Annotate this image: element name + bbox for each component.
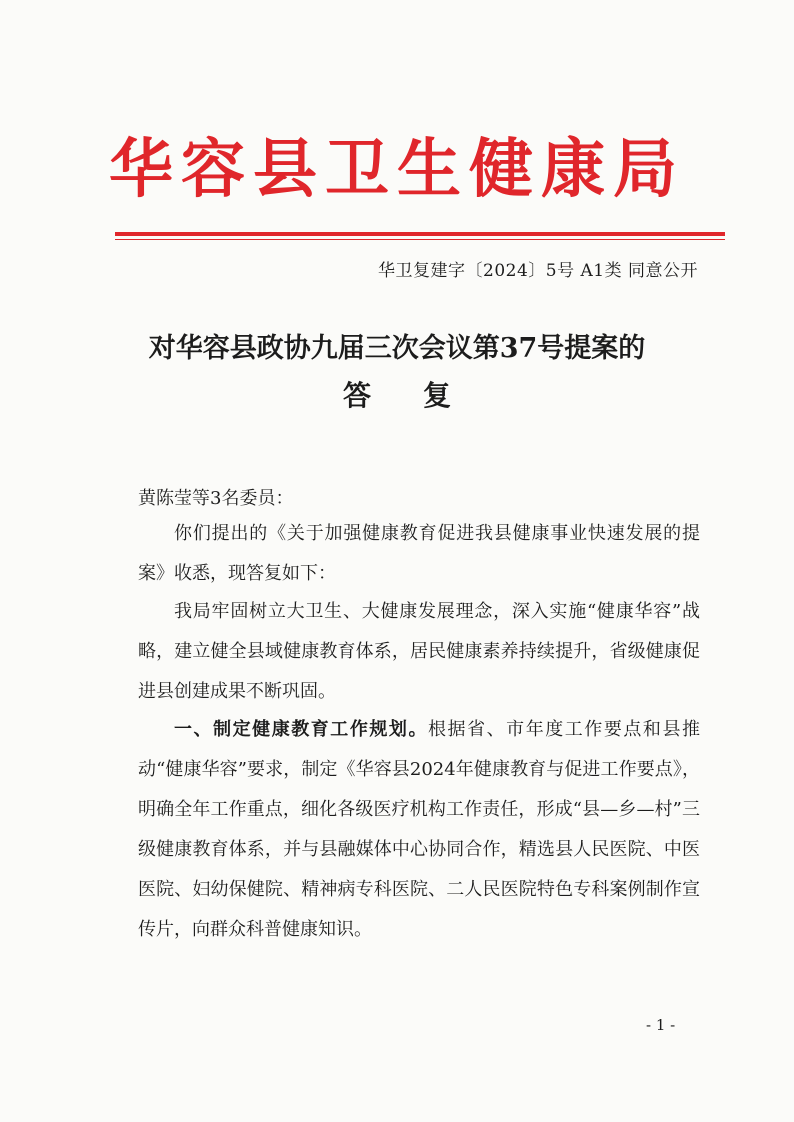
section-body: 根据省、市年度工作要点和县推动“健康华容”要求，制定《华容县2024年健康教育与促进工作要点》，明确全年工作重点，细化各级医疗机构工作责任，形成“县—乡—村”三级健康教育体系，并与县融媒体中心协同合作，精选县人民医院、中医医院、妇幼保健院、精神病专科医院、二人民医院特色专科案例制作宣传片，向群众科普健康知识。 <box>138 719 700 940</box>
body-paragraph: 你们提出的《关于加强健康教育促进我县健康事业快速发展的提案》收悉，现答复如下： <box>138 523 700 584</box>
body-paragraph: 我局牢固树立大卫生、大健康发展理念，深入实施“健康华容”战略，建立健全县域健康教育体系，居民健康素养持续提升，省级健康促进县创建成果不断巩固。 <box>138 601 700 702</box>
salutation: 黄陈莹等3名委员： <box>138 488 294 509</box>
section-paragraph <box>138 710 700 950</box>
letterhead-agency-name: 华容县卫生健康局 <box>109 132 685 207</box>
page-number: - 1 - <box>646 1016 676 1034</box>
letterhead-red-rule-thin <box>115 239 725 240</box>
document-number: 华卫复建字〔2024〕5号 A1类 同意公开 <box>378 261 698 281</box>
letterhead-red-rule <box>115 232 725 236</box>
document-title-line2: 答复 <box>342 379 503 412</box>
document-title-line1: 对华容县政协九届三次会议第37号提案的 <box>148 333 646 364</box>
section-heading: 一、制定健康教育工作规划。 <box>174 719 428 740</box>
